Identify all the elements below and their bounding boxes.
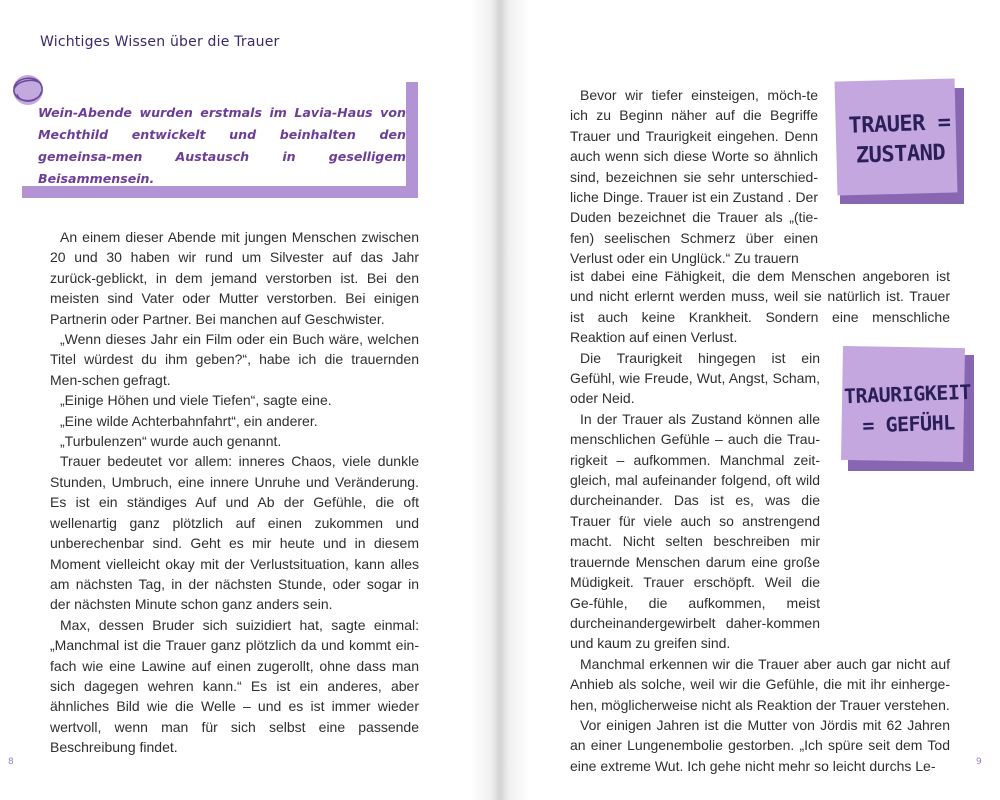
paragraph: „Turbulenzen“ wurde auch genannt. — [60, 433, 282, 450]
sticky-note-label: TRAURIGKEIT = GEFÜHL — [843, 379, 972, 438]
paragraph: Trauer bedeutet vor allem: inneres Chaos, viele dunkle Stunden, Umbruch, eine innere Unruhe und Veränderung. Es ist ein ständiges Auf und Ab der Gefühle, die oft wellenartig ganz plötzlich auf einen zukommen und unberechenbar sind. Geht es mir heute und in diesem Moment vielleicht okay mit der Verlustsituation, kann alles am nächsten Tag, in der nächsten Stunde, oder sogar in der nächsten Minute schon ganz anders sein. — [50, 453, 419, 613]
right-page — [506, 0, 1000, 800]
paragraph: „Wenn dieses Jahr ein Film oder ein Buch wäre, welchen Titel würdest du ihm geben?“, habe ich die trauernden Men-schen gefragt. — [50, 331, 419, 388]
highlight-box — [8, 70, 418, 200]
right-body-text — [570, 266, 950, 776]
left-page — [0, 0, 494, 800]
highlight-text: Wein-Abende wurden erstmals im Lavia-Haus von Mechthild entwickelt und beinhalten den gemeinsa-men Austausch in geselligem Beisammensein. — [38, 105, 406, 186]
sticky-note-label: TRAUER = ZUSTAND — [848, 110, 951, 169]
paragraph: ist dabei eine Fähigkeit, die dem Menschen angeboren ist und nicht erlernt werden muss, weil sie natürlich ist. Trauer ist auch keine Krankheit. Sondern eine menschliche Reaktion auf einen Verlust. — [570, 268, 950, 346]
paragraph: In der Trauer als Zustand können alle menschlichen Gefühle – auch die Trau-rigkeit – aufkommen. Manchmal zeit-gleich, mal aufeinander folgend, oft wild durcheinander. Das ist es, was die Trauer für viele auch so anstrengend macht. Nicht selten beschreiben mir trauernde Menschen darum eine große Müdigkeit. Trauer erschöpft. Weil die Ge-fühle, die aufkommen, meist durcheinandergewirbelt daher-kommen und kaum zu greifen sind. — [570, 410, 820, 652]
paragraph: Vor einigen Jahren ist die Mutter von Jördis mit 62 Jahren an einer Lungenembolie gestorben. „Ich spüre seit dem Tod eine extreme Wut. Ich gehe nicht mehr so leicht durchs Le- — [570, 716, 950, 774]
book-gutter — [470, 0, 530, 800]
sticky-note-trauer — [836, 80, 964, 204]
running-head: Wichtiges Wissen über die Trauer — [40, 34, 280, 50]
paragraph: Die Traurigkeit hingegen ist ein Gefühl, wie Freude, Wut, Angst, Scham, oder Neid. — [570, 349, 820, 407]
paragraph: Max, dessen Bruder sich suizidiert hat, sagte einmal: „Manchmal ist die Trauer ganz plötzlich da und kommt ein-fach wie eine Lawine auf einen zugerollt, ohne dass man sich dagegen wehren kann.“ Es ist ein anderes, aber ähnliches Bild wie die Welle – und es ist immer wieder wertvoll, wenn man für sich selbst eine passende Beschreibung findet. — [50, 616, 419, 756]
page-number-right: 9 — [976, 757, 982, 767]
paragraph: Manchmal erkennen wir die Trauer aber auch gar nicht auf Anhieb als solche, weil wir die Gefühle, die mit ihr einherge-hen, möglicherweise nicht als Reaktion der Trauer verstehen. — [570, 655, 950, 713]
paragraph: Bevor wir tiefer einsteigen, möch-te ich zu Beginn näher auf die Begriffe Trauer und Traurigkeit eingehen. Denn auch wenn sich diese Worte so ähnlich sind, bezeichnen sie sehr unterschied-liche Dinge. Trauer ist ein Zustand . Der Duden bezeichnet die Trauer als „(tie-fen) seelischen Schmerz über einen Verlust oder ein Unglück.“ Zu trauern — [570, 87, 818, 267]
left-body-text — [50, 227, 419, 758]
paragraph: „Einige Höhen und viele Tiefen“, sagte eine. — [60, 392, 332, 409]
right-intro-text — [570, 85, 818, 269]
paragraph: An einem dieser Abende mit jungen Menschen zwischen 20 und 30 haben wir rund um Silvester auf das Jahr zurück-geblickt, in dem jemand verstorben ist. Bei den meisten sind Vater oder Mutter verstorben. Bei einigen Partnerin oder Partner. Bei manchen auf Geschwister. — [50, 229, 419, 327]
paragraph: „Eine wilde Achterbahnfahrt“, ein anderer. — [60, 412, 318, 429]
page-number-left: 8 — [8, 757, 14, 767]
